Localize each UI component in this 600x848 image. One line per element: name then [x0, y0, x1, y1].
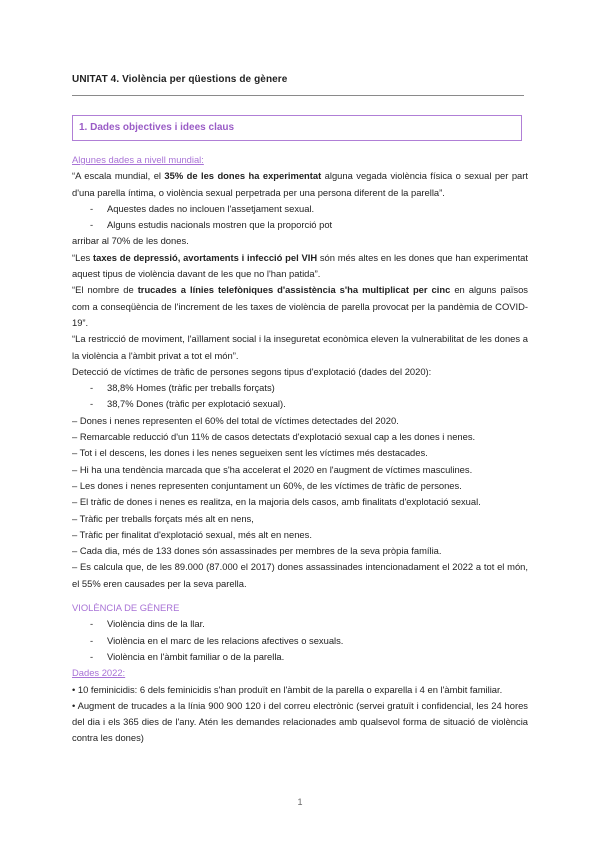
dash-item: - 38,8% Homes (tràfic per treballs forçats)	[90, 382, 275, 394]
list-item: – Tràfic per finalitat d'explotació sexual, més alt en nenes.	[72, 528, 312, 540]
dash-item: - 38,7% Dones (tràfic per explotació sexual).	[90, 398, 286, 410]
list-item: – Hi ha una tendència marcada que s'ha accelerat el 2020 en l'augment de víctimes masculines.	[72, 463, 473, 475]
dash-item: - Violència dins de la llar.	[90, 618, 205, 630]
subheading-world-data: Algunes dades a nivell mundial:	[72, 154, 204, 165]
quote-highlight: taxes de depressió, avortaments i infecció pel VIH	[93, 251, 318, 263]
document-body	[72, 152, 528, 747]
list-item: – El tràfic de dones i nenes es realitza, en la majoria dels casos, amb finalitats d'explotació sexual.	[72, 496, 481, 508]
paragraph: Detecció de víctimes de tràfic de persones segons tipus d'explotació (dades del 2020):	[72, 365, 432, 377]
quote-paragraph	[72, 282, 528, 331]
quote-text: són més altes en les dones que han experimentat aquest tipus de violència davant de les que no l'han patida”.	[72, 251, 528, 280]
list-item: – Dones i nenes representen el 60% del total de víctimes detectades del 2020.	[72, 414, 399, 426]
quote-text: alguna vegada violència física o sexual per part d'una parella íntima, o violència sexual perpetrada per una persona diferent de la parella”.	[72, 170, 528, 198]
dash-item: - Violència en l'àmbit familiar o de la parella.	[90, 650, 285, 662]
quote-text: “Les	[72, 251, 93, 263]
quote-text: “A escala mundial, el	[72, 170, 165, 182]
quote-paragraph: “La restricció de moviment, l'aïllament social i la inseguretat econòmica eleven la vulnerabilitat de les dones a la violència a l'àmbit privat a tot el món”.	[72, 333, 528, 361]
list-item: – Les dones i nenes representen conjuntament un 60%, de les víctimes de tràfic de persones.	[72, 479, 462, 491]
list-item: – Cada dia, més de 133 dones són assassinades per membres de la seva pròpia família.	[72, 545, 442, 557]
quote-paragraph	[72, 168, 528, 201]
unit-title: UNITAT 4. Violència per qüestions de gènere	[72, 74, 288, 85]
title-divider	[72, 95, 524, 96]
list-item: – Tot i el descens, les dones i les nenes segueixen sent les víctimes més destacades.	[72, 447, 428, 459]
subheading-gender-violence: VIOLÈNCIA DE GÈNERE	[72, 602, 180, 614]
dash-item: - Violència en el marc de les relacions afectives o sexuals.	[90, 634, 344, 646]
paragraph: arribar al 70% de les dones.	[72, 235, 189, 247]
quote-text: en alguns països com a conseqüència de l'increment de les taxes de violència de parella provocat per la pandèmia de COVID-19”.	[72, 284, 528, 328]
section-title-box: 1. Dades objectives i idees claus	[72, 115, 522, 141]
subheading-data-2022: Dades 2022:	[72, 667, 126, 679]
list-item: – Es calcula que, de les 89.000 (87.000 el 2017) dones assassinades intencionadament el 2022 a tot el món, el 55% eren causades per la seva parella.	[72, 561, 528, 589]
quote-highlight: trucades a línies telefòniques d'assistència s'ha multiplicat per cinc	[137, 284, 451, 296]
page-number: 1	[297, 797, 303, 807]
quote-highlight: 35% de les dones ha experimentat	[164, 170, 322, 182]
bullet-item: • Augment de trucades a la línia 900 900 120 i del correu electrònic (servei gratuït i confidencial, les 24 hores del dia i els 365 dies de l'any. Atén les demandes relacionades amb qualsevol forma de situació de violència contra les dones)	[72, 699, 528, 744]
bullet-item: • 10 feminicidis: 6 dels feminicidis s'han produït en l'àmbit de la parella o exparella i 4 en l'àmbit familiar.	[72, 683, 503, 695]
quote-paragraph	[72, 250, 528, 283]
quote-text: “El nombre de	[72, 284, 138, 296]
dash-item: - Alguns estudis nacionals mostren que la proporció pot	[90, 219, 333, 231]
list-item: – Remarcable reducció d'un 11% de casos detectats d'explotació sexual cap a les dones i nenes.	[72, 431, 476, 443]
list-item: – Tràfic per treballs forçats més alt en nens,	[72, 512, 254, 524]
dash-item: - Aquestes dades no inclouen l'assetjament sexual.	[90, 202, 315, 214]
